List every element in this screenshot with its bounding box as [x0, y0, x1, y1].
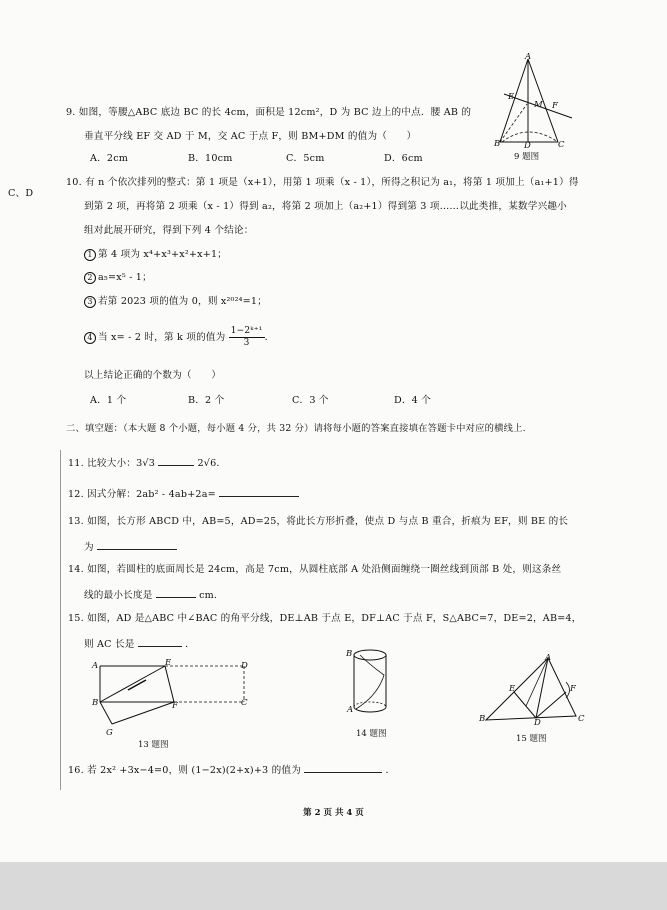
q10-c3-number: 3 — [84, 296, 96, 308]
q9-figure-caption: 9 题图 — [514, 152, 540, 162]
q15-label-f: F — [570, 684, 576, 694]
q13-label-b: B — [92, 698, 99, 708]
q10-option-b: B．2 个 — [188, 395, 225, 406]
q10-c3-text: 若第 2023 项的值为 0，则 x²⁰²⁴=1； — [98, 296, 267, 307]
q16-text: 16. 若 2x² +3x−4=0，则 (1−2x)(2+x)+3 的值为 — [68, 765, 301, 776]
q15-line2-end: ． — [185, 639, 195, 650]
q10-conclusion-2 — [84, 272, 152, 284]
q15-line2 — [84, 637, 195, 651]
q9-label-f: F — [552, 101, 558, 111]
q9-option-a: A．2cm — [90, 153, 129, 164]
q10-c1-text: 第 4 项为 x⁴+x³+x²+x+1； — [98, 249, 228, 260]
q14-label-b: B — [346, 649, 353, 659]
q10-c2-number: 2 — [84, 272, 96, 284]
q14-line2-text: 线的最小长度是 — [84, 590, 153, 601]
q13-caption: 13 题图 — [138, 740, 169, 750]
q13-label-f: F — [172, 701, 178, 711]
q14-line2-end: cm. — [199, 590, 218, 601]
q10-conclusion-1 — [84, 249, 227, 261]
q9-label-e: E — [508, 92, 515, 102]
q9-option-b: B．10cm — [188, 153, 233, 164]
page-footer: 第 2 页 共 4 页 — [303, 808, 364, 818]
q9-label-b: B — [494, 139, 501, 149]
q10-option-c: C．3 个 — [292, 395, 329, 406]
q15-label-d: D — [534, 718, 541, 728]
q10-c4-fraction — [229, 326, 265, 349]
q15-line2-text: 则 AC 长是 — [84, 639, 135, 650]
q15-answer-blank[interactable] — [138, 637, 182, 647]
q11-text: 11. 比较大小：3√3 — [68, 458, 155, 469]
q16-answer-blank[interactable] — [304, 763, 382, 773]
q13-label-a: A — [92, 661, 99, 671]
q10-conclusion-4 — [84, 324, 274, 352]
q13-line2 — [84, 540, 177, 554]
q13-line2-text: 为 — [84, 542, 94, 553]
q9-label-m: M — [534, 100, 543, 110]
q10-c4-number: 4 — [84, 332, 96, 344]
q13-label-d: D — [241, 661, 248, 671]
q13-label-c: C — [241, 698, 248, 708]
q9-label-c: C — [558, 140, 565, 150]
q15-caption: 15 题图 — [516, 734, 547, 744]
q10-option-a: A．1 个 — [90, 395, 127, 406]
q10-line2: 到第 2 项，再将第 2 项乘（x - 1）得到 a₂，将第 2 项加上（a₂+1）得到第 3 项……以此类推，某数学兴趣小 — [84, 201, 567, 212]
q14-caption: 14 题图 — [356, 729, 387, 739]
q12-answer-blank[interactable] — [219, 487, 299, 497]
q13-label-g: G — [106, 728, 113, 738]
margin-rule — [60, 450, 61, 790]
section-2-heading: 二、填空题：（本大题 8 个小题，每小题 4 分，共 32 分）请将每小题的答案直接填在答题卡中对应的横线上. — [66, 423, 526, 434]
q15-label-e: E — [509, 684, 516, 694]
q10-c4-text: 当 x= - 2 时，第 k 项的值为 — [98, 332, 226, 343]
q11 — [68, 456, 226, 470]
q15-label-a: A — [545, 653, 552, 663]
q9-option-c: C．5cm — [286, 153, 325, 164]
q10-c1-number: 1 — [84, 249, 96, 261]
q9-line2: 垂直平分线 EF 交 AD 于 M，交 AC 于点 F，则 BM+DM 的值为（ ） — [84, 131, 417, 142]
q10-line1: 10. 有 n 个依次排列的整式：第 1 项是（x+1），用第 1 项乘（x - 1），所得之积记为 a₁，将第 1 项加上（a₁+1）得 — [66, 177, 579, 188]
q9-label-a: A — [525, 52, 532, 62]
q13-label-e: E — [165, 658, 172, 668]
q14-line1: 14. 如图，若圆柱的底面周长是 24cm，高是 7cm，从圆柱底部 A 处沿侧面缠绕一圈丝线到顶部 B 处，则这条丝 — [68, 564, 562, 575]
q14-answer-blank[interactable] — [156, 588, 196, 598]
q10-c2-text: a₅=x⁵ - 1； — [98, 272, 152, 283]
q12 — [68, 487, 299, 501]
q10-c4-denominator: 3 — [243, 338, 250, 348]
q12-text: 12. 因式分解：2ab² - 4ab+2a= — [68, 489, 216, 500]
q10-question: 以上结论正确的个数为（ ） — [84, 370, 222, 381]
q10-c4-numerator: 1−2ᵏ⁺¹ — [230, 326, 263, 336]
q16 — [68, 763, 395, 777]
q15-label-c: C — [578, 714, 585, 724]
q10-conclusion-3 — [84, 296, 267, 308]
q10-c4-end: ． — [264, 332, 275, 343]
q13-answer-blank[interactable] — [97, 540, 177, 550]
q10-option-d: D．4 个 — [394, 395, 432, 406]
q13-rectangle-figure — [90, 660, 260, 740]
q10-line3: 组对此展开研究，得到下列 4 个结论： — [84, 225, 254, 236]
q11-text-end: 2√6． — [197, 458, 227, 469]
q9-line1: 9. 如图，等腰△ABC 底边 BC 的长 4cm，面积是 12cm²，D 为 BC 边上的中点．腰 AB 的 — [66, 107, 472, 118]
q13-line1: 13. 如图，长方形 ABCD 中，AB=5，AD=25，将此长方形折叠，使点 D 与点 B 重合，折痕为 EF，则 BE 的长 — [68, 516, 569, 527]
q9-option-d: D．6cm — [384, 153, 423, 164]
q15-line1: 15. 如图，AD 是△ABC 中∠BAC 的角平分线，DE⊥AB 于点 E，DF⊥AC 于点 F，S△ABC=7，DE=2，AB=4， — [68, 613, 582, 624]
margin-note: C、D — [8, 188, 34, 199]
q9-label-d: D — [524, 141, 531, 151]
q14-label-a: A — [347, 705, 354, 715]
q11-answer-blank[interactable] — [158, 456, 194, 466]
q16-text-end: ． — [385, 765, 396, 776]
q15-label-b: B — [479, 714, 486, 724]
q14-line2 — [84, 588, 217, 602]
